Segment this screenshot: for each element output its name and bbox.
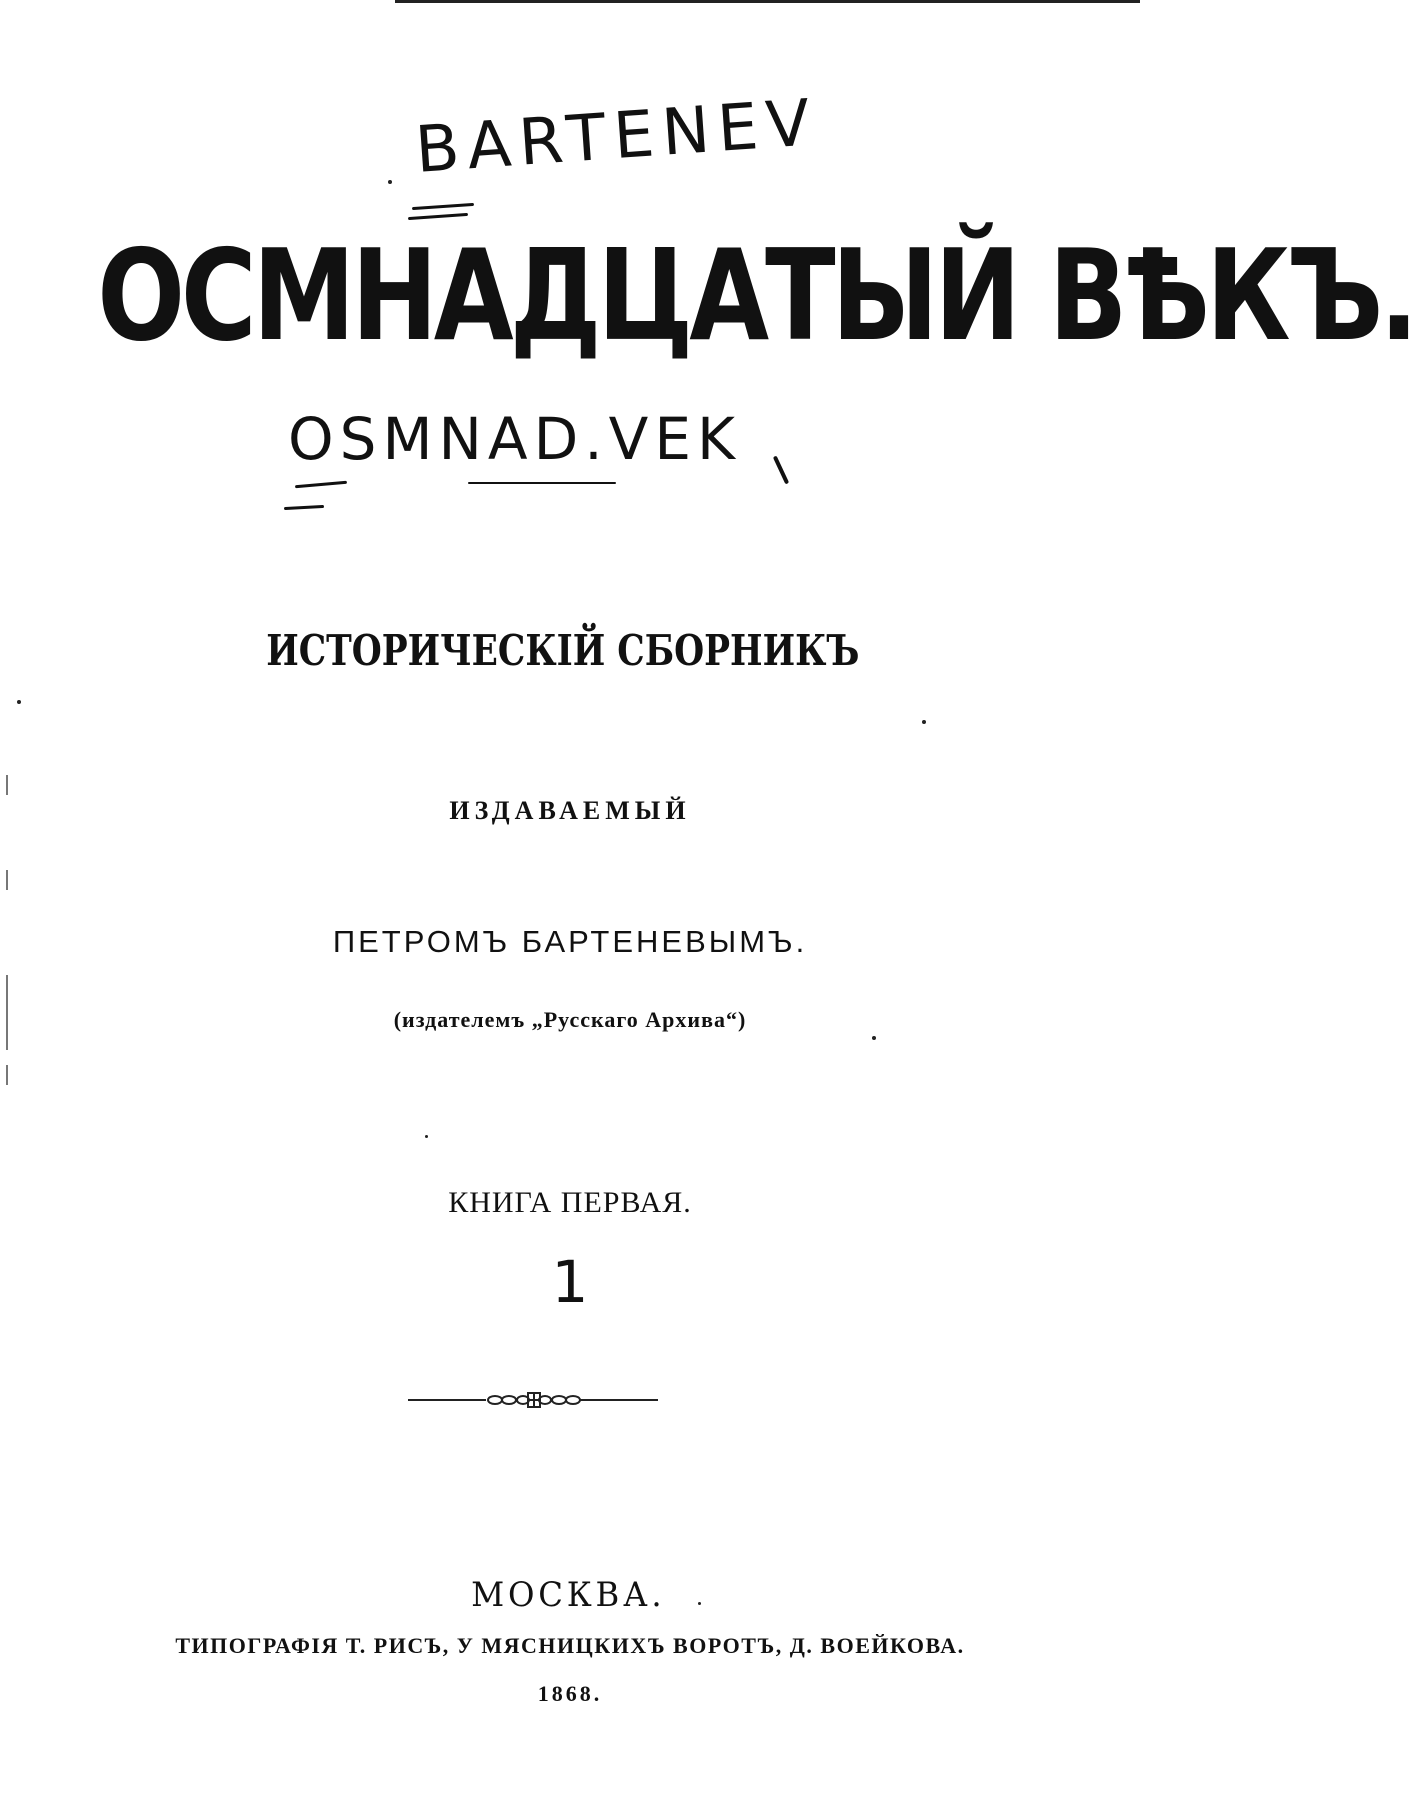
imprint-city: МОСКВА. xyxy=(471,1575,666,1615)
volume-number-handwritten: 1 xyxy=(551,1248,589,1316)
ink-speck xyxy=(388,180,392,184)
ink-speck xyxy=(872,1036,876,1040)
handwritten-tick xyxy=(773,456,789,485)
handwritten-underline xyxy=(412,203,474,210)
ink-speck xyxy=(698,1602,701,1605)
ink-speck xyxy=(17,700,21,704)
volume-label: КНИГА ПЕРВАЯ. xyxy=(448,1186,692,1219)
book-subtitle: ИСТОРИЧЕСКІЙ СБОРНИКЪ xyxy=(266,626,860,675)
handwritten-underline xyxy=(468,482,616,484)
issued-by-label: ИЗДАВАЕМЫЙ xyxy=(449,796,691,825)
handwritten-underline xyxy=(295,481,347,489)
top-edge-rule xyxy=(395,0,1140,3)
ink-speck xyxy=(425,1135,428,1138)
scan-edge-mark xyxy=(6,1065,8,1085)
editor-name: ПЕТРОМЪ БАРТЕНЕВЫМЪ. xyxy=(332,924,808,959)
handwritten-underline xyxy=(408,213,468,220)
handwritten-author-note: BARTENEV xyxy=(412,86,821,188)
editor-note: (издателемъ „Русскаго Архива“) xyxy=(393,1007,747,1032)
ornament-rule xyxy=(408,1390,658,1410)
scan-edge-mark xyxy=(6,870,8,890)
scan-edge-mark xyxy=(6,775,8,795)
book-title: ОСМНАДЦАТЫЙ ВѢКЪ. xyxy=(97,222,1415,369)
handwritten-call-number: OSMNAD.VEK xyxy=(288,405,742,473)
ink-speck xyxy=(922,720,926,724)
handwritten-underline xyxy=(284,505,324,510)
imprint-year: 1868. xyxy=(537,1681,603,1706)
imprint-press: ТИПОГРАФІЯ Т. РИСЪ, У МЯСНИЦКИХЪ ВОРОТЪ, Д. ВОЕЙКОВА. xyxy=(175,1633,965,1658)
